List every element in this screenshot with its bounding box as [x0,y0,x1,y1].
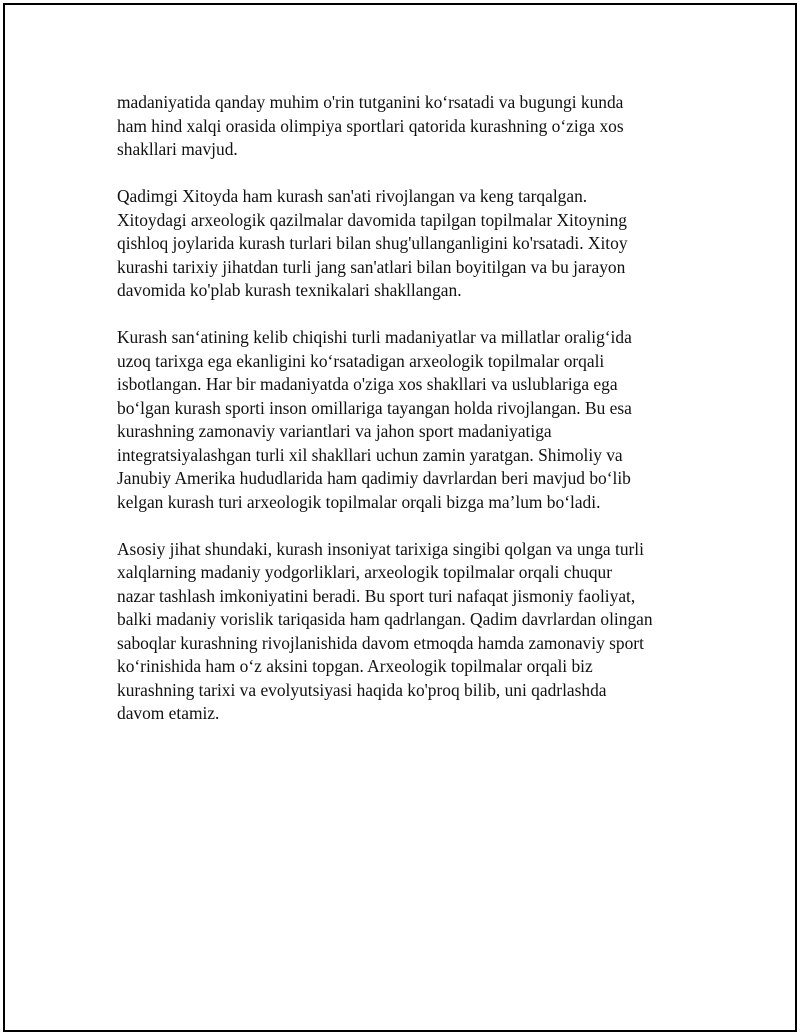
paragraph-3: Kurash san‘atining kelib chiqishi turli madaniyatlar va millatlar oralig‘ida uzoq tarixga ega ekanligini ko‘rsatadigan arxeologik topilmalar orqali isbotlangan. Har bir madaniyatda o'ziga xos shakllari va uslublariga ega bo‘lgan kurash sporti inson omillariga tayangan holda rivojlangan. Bu esa kurashning zamonaviy variantlari va jahon sport madaniyatiga integratsiyalashgan turli xil shakllari uchun zamin yaratgan. Shimoliy va Janubiy Amerika hududlarida ham qadimiy davrlardan beri mavjud bo‘lib kelgan kurash turi arxeologik topilmalar orqali bizga ma’lum bo‘ladi. [117,327,632,512]
document-body [117,91,697,749]
paragraph-1: madaniyatida qanday muhim o'rin tutganini ko‘rsatadi va bugungi kunda ham hind xalqi orasida olimpiya sportlari qatorida kurashning o‘ziga xos shakllari mavjud. [117,92,624,159]
paragraph-2: Qadimgi Xitoyda ham kurash san'ati rivojlangan va keng tarqalgan. Xitoydagi arxeologik qazilmalar davomida tapilgan topilmalar Xitoyning qishloq joylarida kurash turlari bilan shug'ullanganligini ko'rsatadi. Xitoy kurashi tarixiy jihatdan turli jang san'atlari bilan boyitilgan va bu jarayon davomida ko'plab kurash texnikalari shakllangan. [117,186,628,300]
paragraph-4: Asosiy jihat shundaki, kurash insoniyat tarixiga singibi qolgan va unga turli xalqlarning madaniy yodgorliklari, arxeologik topilmalar orqali chuqur nazar tashlash imkoniyatini beradi. Bu sport turi nafaqat jismoniy faoliyat, balki madaniy vorislik tariqasida ham qadrlangan. Qadim davrlardan olingan saboqlar kurashning rivojlanishida davom etmoqda hamda zamonaviy sport ko‘rinishida ham o‘z aksini topgan. Arxeologik topilmalar orqali biz kurashning tarixi va evolyutsiyasi haqida ko'proq bilib, uni qadrlashda davom etamiz. [117,538,653,723]
